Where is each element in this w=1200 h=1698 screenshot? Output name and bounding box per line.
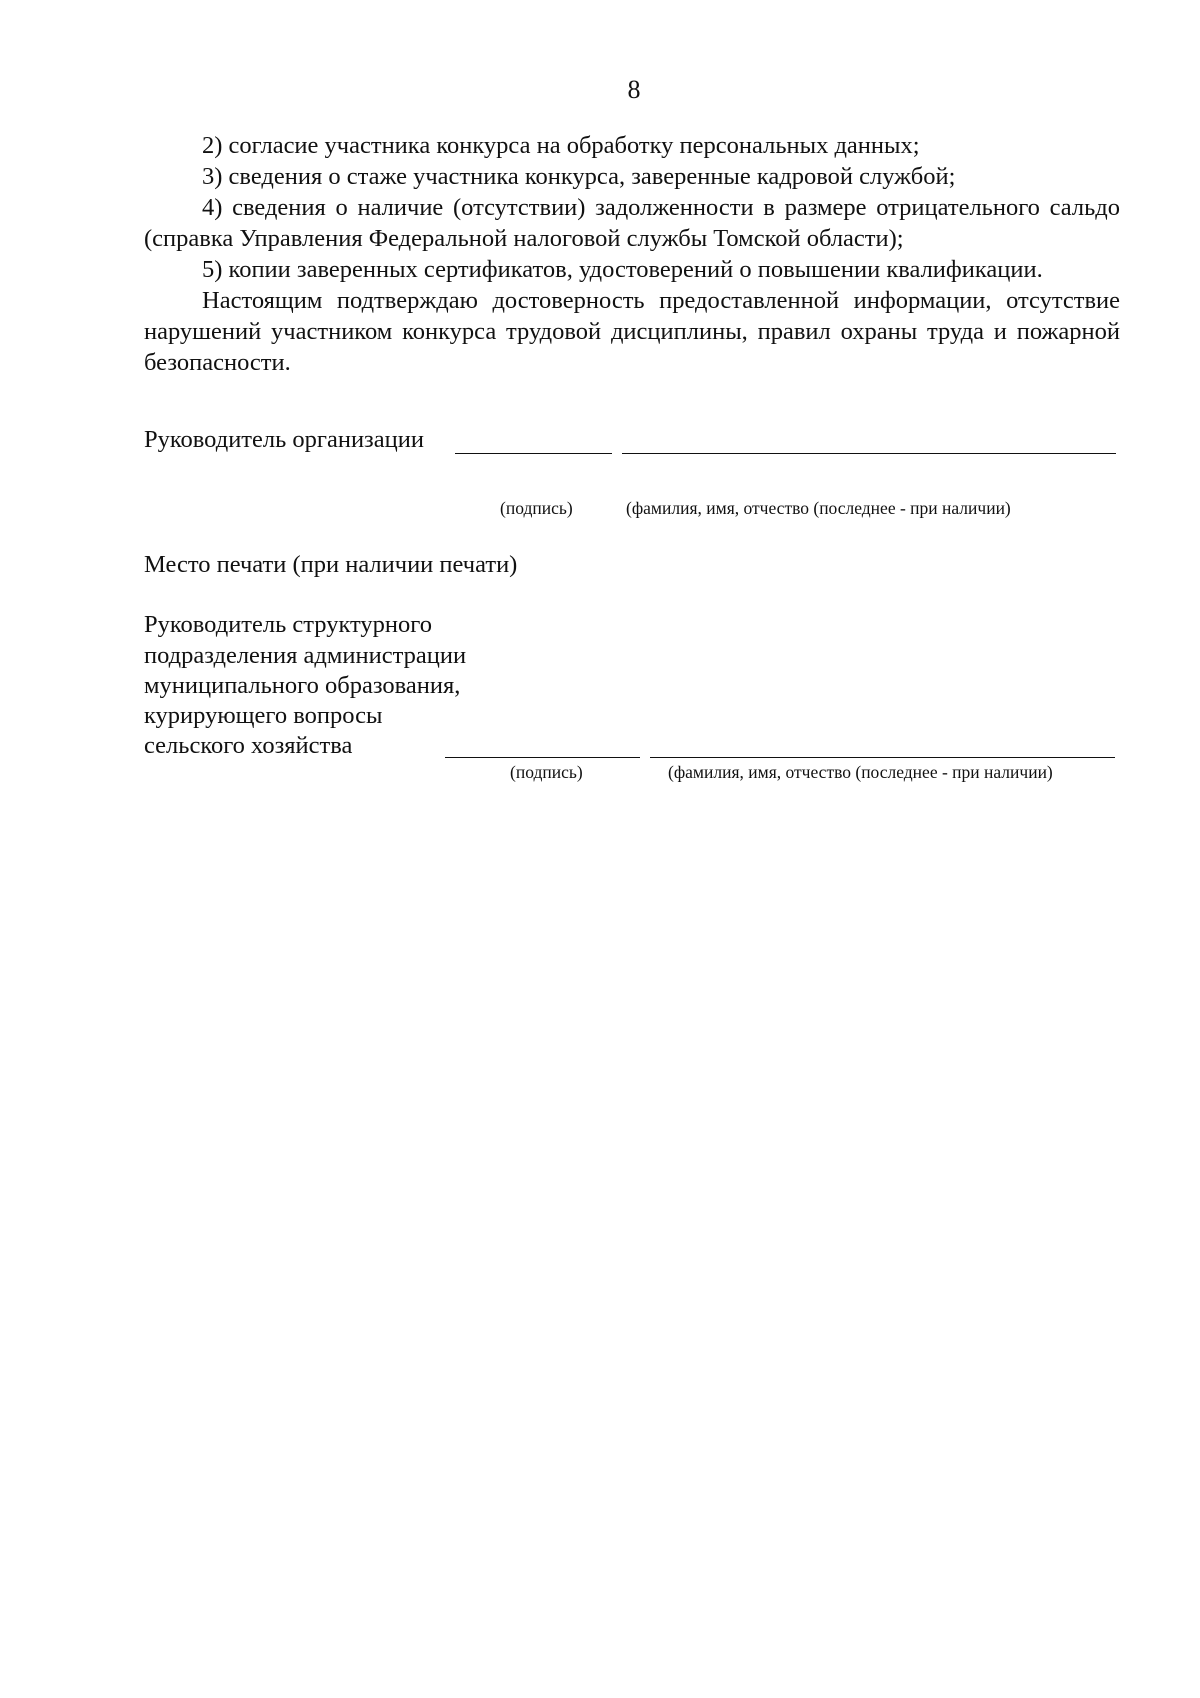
dept-head-label-line-1: Руководитель структурного <box>144 611 432 638</box>
confirmation-paragraph: Настоящим подтверждаю достоверность предоставленной информации, отсутствие нарушений участником конкурса трудовой дисциплины, правил охраны труда и пожарной безопасности. <box>144 287 1120 376</box>
dept-head-label-line-4: курирующего вопросы <box>144 702 383 729</box>
dept-head-label-line-2: подразделения администрации <box>144 642 467 669</box>
dept-head-signature-caption: (подпись) <box>510 762 583 782</box>
list-item-certificates: 5) копии заверенных сертификатов, удостоверений о повышении квалификации. <box>202 256 1043 283</box>
list-item-experience: 3) сведения о стаже участника конкурса, заверенные кадровой службой; <box>202 163 956 190</box>
org-head-signature-caption: (подпись) <box>500 498 573 518</box>
org-head-name-caption: (фамилия, имя, отчество (последнее - при наличии) <box>626 498 1011 518</box>
org-head-label: Руководитель организации <box>144 426 424 453</box>
dept-head-label-line-3: муниципального образования, <box>144 672 461 699</box>
dept-head-name-line <box>650 757 1115 758</box>
list-item-consent: 2) согласие участника конкурса на обработку персональных данных; <box>202 132 920 159</box>
dept-head-signature-line <box>445 757 640 758</box>
list-item-tax-debt: 4) сведения о наличие (отсутствии) задолженности в размере отрицательного сальдо (справка Управления Федеральной налоговой службы Томской области); <box>144 194 1120 252</box>
stamp-label: Место печати (при наличии печати) <box>144 551 518 578</box>
page-number: 8 <box>627 75 641 104</box>
org-head-signature-line <box>455 453 612 454</box>
org-head-name-line <box>622 453 1116 454</box>
dept-head-name-caption: (фамилия, имя, отчество (последнее - при наличии) <box>668 762 1053 782</box>
document-body <box>144 130 1120 378</box>
dept-head-label-line-5: сельского хозяйства <box>144 732 353 759</box>
